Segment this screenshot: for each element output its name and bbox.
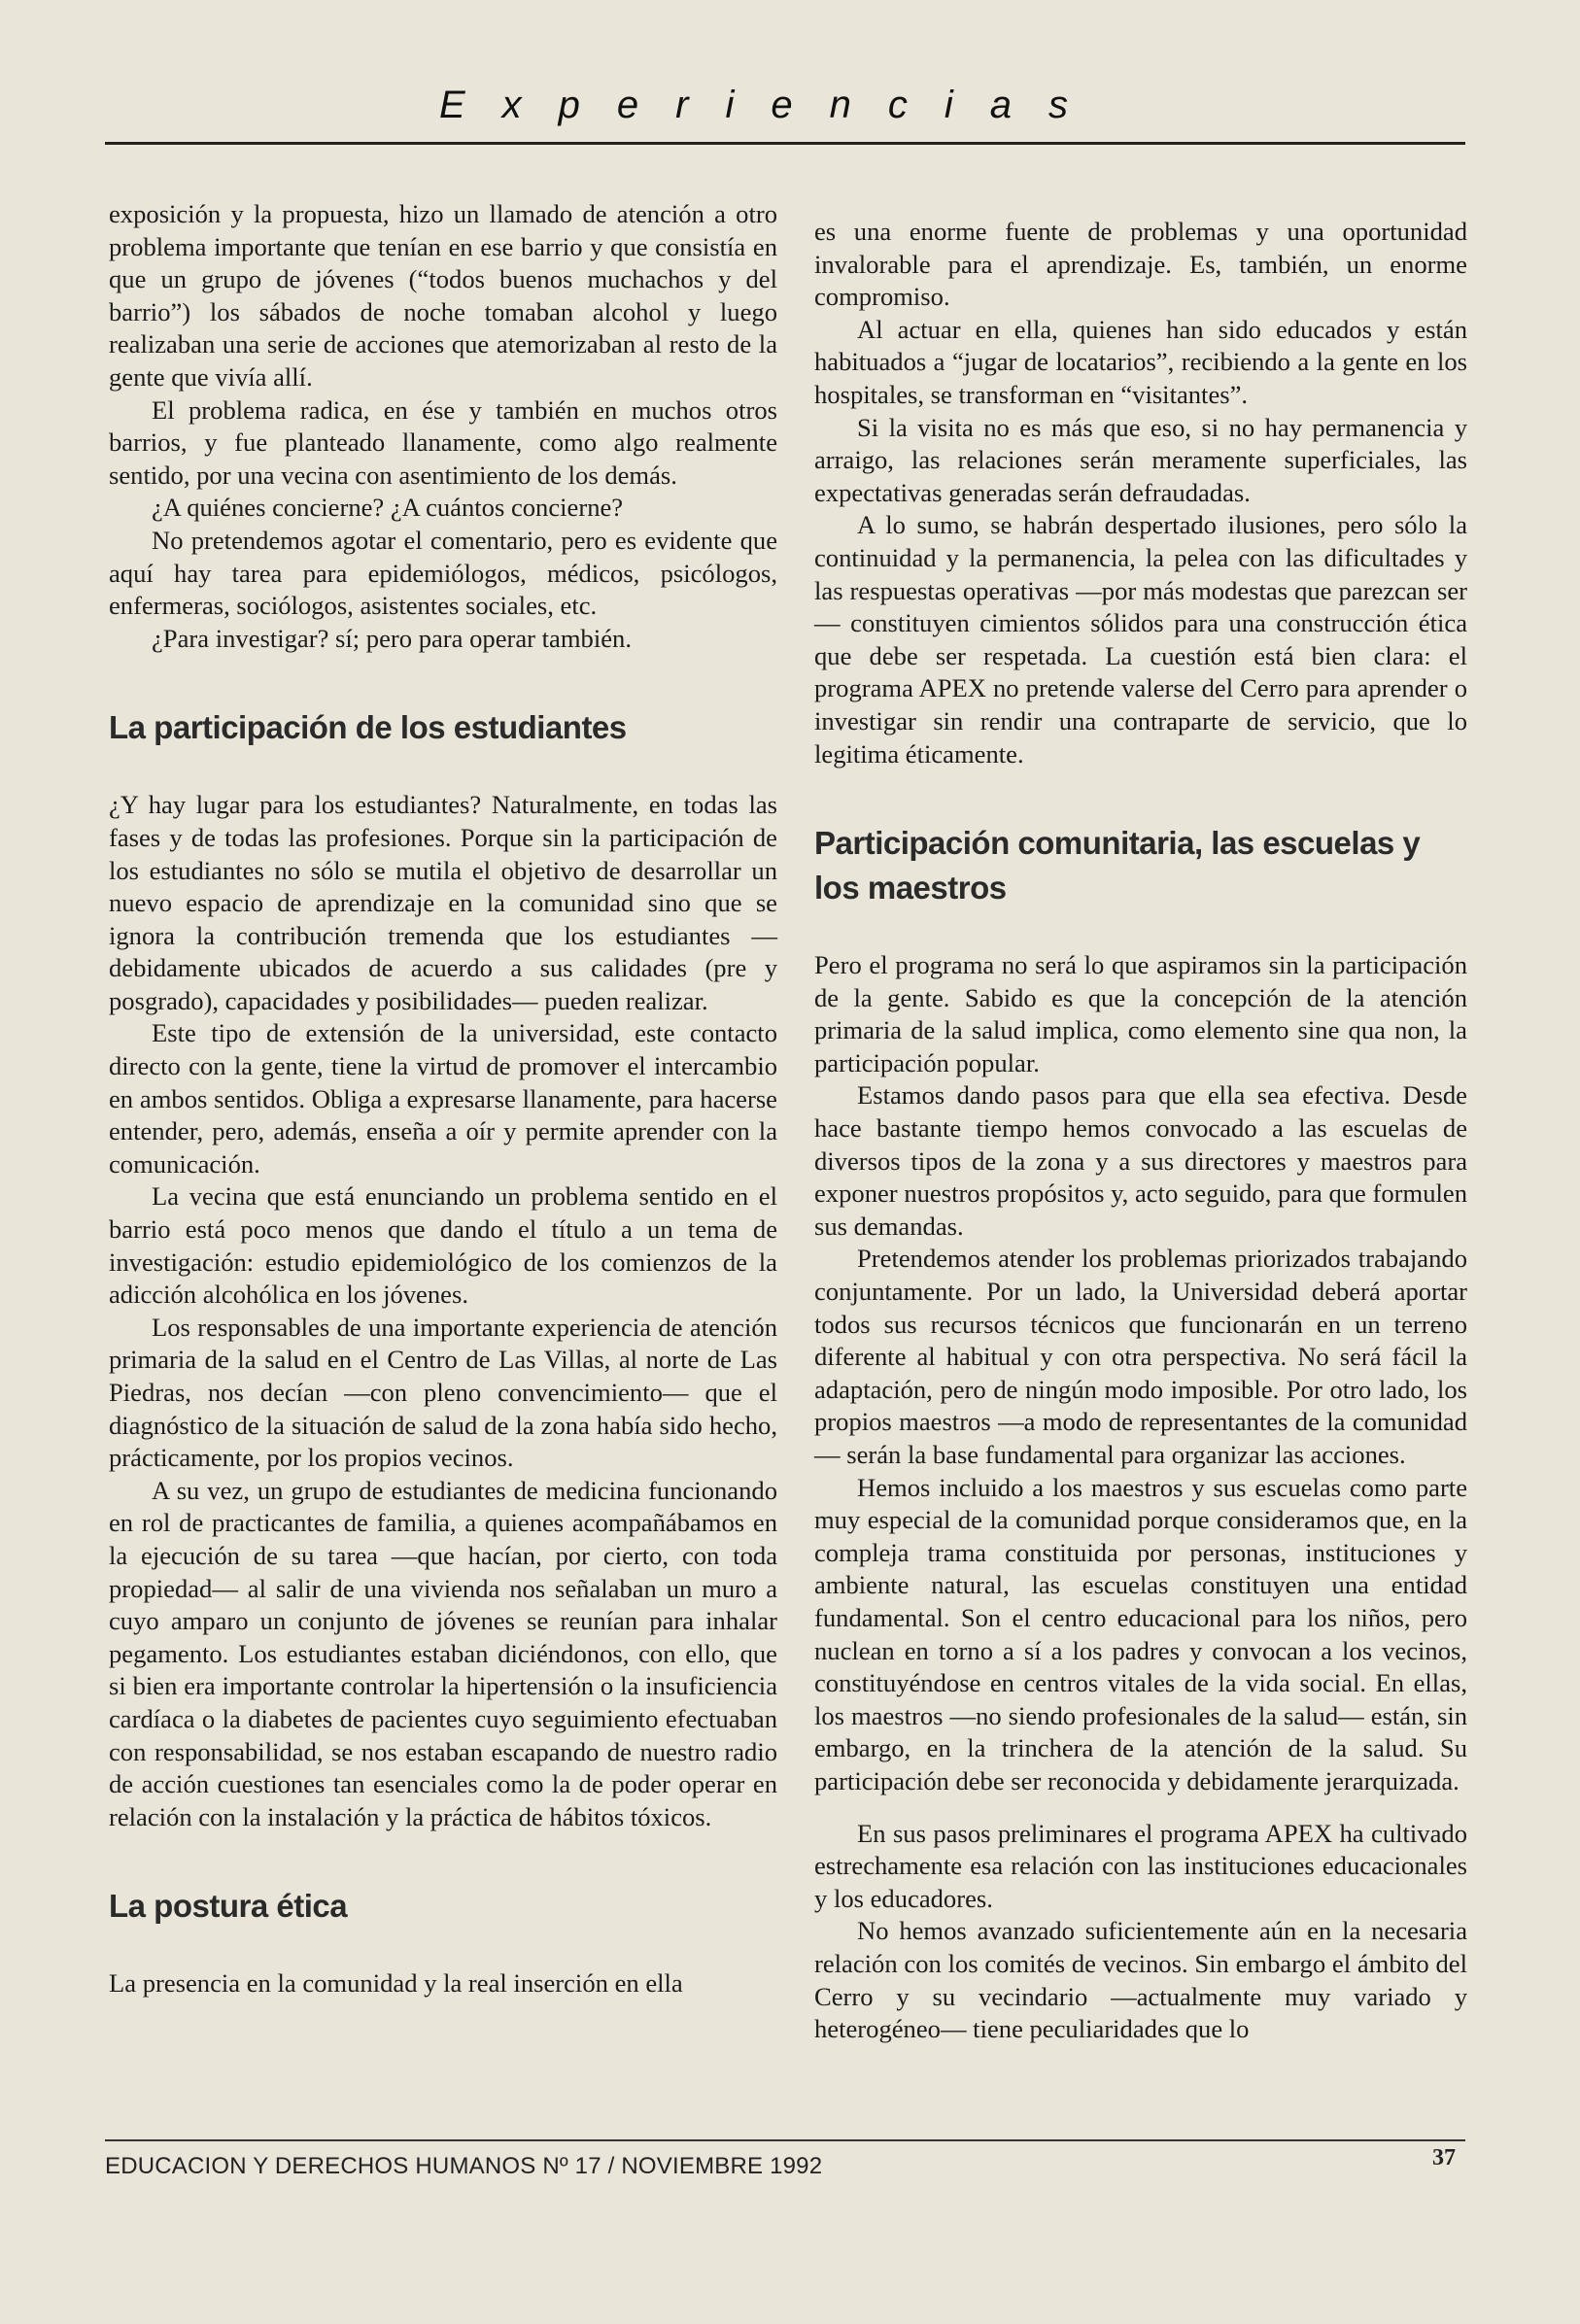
section-heading: La participación de los estudiantes (109, 709, 627, 746)
paragraph: exposición y la propuesta, hizo un llamado de atención a otro problema importante que tenían en ese barrio y que consistía en que un grupo de jóvenes (“todos buenos muchachos y del barrio”) los sábados de noche tomaban alcohol y luego realizaban una serie de acciones que atemorizaban al resto de la gente que vivía allí. (109, 199, 777, 392)
paragraph: ¿Para investigar? sí; pero para operar también. (152, 623, 632, 653)
paragraph: No hemos avanzado suficientemente aún en la necesaria relación con los comités de vecinos. Sin embargo el ámbito del Cerro y su vecindario —actualmente muy variado y heterogéneo— tiene peculiaridades que lo (814, 1916, 1467, 2044)
paragraph: Pretendemos atender los problemas priorizados trabajando conjuntamente. Por un lado, la Universidad deberá aportar todos sus recursos técnicos que funcionarán en un terreno diferente al habitual y con otra perspectiva. No será fácil la adaptación, pero de ningún modo imposible. Por otro lado, los propios maestros —a modo de representantes de la comunidad— serán la base fundamental para organizar las acciones. (814, 1244, 1467, 1469)
paragraph: Si la visita no es más que eso, si no hay permanencia y arraigo, las relaciones serán meramente superficiales, las expectativas generadas serán defraudadas. (814, 412, 1467, 507)
paragraph: Este tipo de extensión de la universidad, este contacto directo con la gente, tiene la virtud de promover el intercambio en ambos sentidos. Obliga a expresarse llanamente, para hacerse entender, pero, además, enseña a oír y permite aprender con la comunicación. (109, 1018, 777, 1179)
paragraph: Los responsables de una importante experiencia de atención primaria de la salud en el Centro de Las Villas, al norte de Las Piedras, nos decían —con pleno convencimiento— que el diagnóstico de la situación de salud de la zona había sido hecho, prácticamente, por los propios vecinos. (109, 1312, 777, 1473)
paragraph: Al actuar en ella, quienes han sido educados y están habituados a “jugar de locatarios”, recibiendo a la gente en los hospitales, se transforman en “visitantes”. (814, 314, 1467, 409)
right-column (814, 216, 1467, 2046)
paragraph-gap (814, 1798, 1467, 1818)
paragraph: El problema radica, en ése y también en muchos otros barrios, y fue planteado llanamente, como algo realmente sentido, por una vecina con asentimiento de los demás. (109, 394, 777, 490)
footer-publication: EDUCACION Y DERECHOS HUMANOS Nº 17 / NOVIEMBRE 1992 (105, 2153, 823, 2179)
paragraph: En sus pasos preliminares el programa APEX ha cultivado estrechamente esa relación con las instituciones educacionales y los educadores. (814, 1818, 1467, 1913)
paragraph: A su vez, un grupo de estudiantes de medicina funcionando en rol de practicantes de familia, a quienes acompañábamos en la ejecución de su tarea —que hacían, por cierto, con toda propiedad— al salir de una vivienda nos señalaban un muro a cuyo amparo un conjunto de jóvenes se reunían para inhalar pegamento. Los estudiantes estaban diciéndonos, con ello, que si bien era importante controlar la hipertensión o la insuficiencia cardíaca o la diabetes de pacientes cuyo seguimiento efectuaban con responsabilidad, se nos estaban escapando de nuestro radio de acción cuestiones tan esenciales como la de poder operar en relación con la instalación y la práctica de hábitos tóxicos. (109, 1475, 777, 1831)
section-heading: Participación comunitaria, las escuelas y los maestros (814, 825, 1421, 906)
paragraph: ¿Y hay lugar para los estudiantes? Naturalmente, en todas las fases y de todas las profesiones. Porque sin la participación de los estudiantes no sólo se mutila el objetivo de desarrollar un nuevo espacio de aprendizaje en la comunidad sino que se ignora la contribución tremenda que los estudiantes —debidamente ubicados de acuerdo a sus calidades (pre y posgrado), capacidades y posibilidades— pueden realizar. (109, 790, 777, 1015)
footer-rule (105, 2139, 1465, 2141)
paragraph: No pretendemos agotar el comentario, pero es evidente que aquí hay tarea para epidemiólogos, médicos, psicólogos, enfermeras, sociólogos, asistentes sociales, etc. (109, 525, 777, 621)
running-head: Experiencias (439, 84, 1106, 126)
paragraph: A lo sumo, se habrán despertado ilusiones, pero sólo la continuidad y la permanencia, la pelea con las dificultades y las respuestas operativas —por más modestas que parezcan ser— constituyen cimientos sólidos para una construcción ética que debe ser respetada. La cuestión está bien clara: el programa APEX no pretende valerse del Cerro para aprender o investigar sin rendir una contraparte de servicio, que lo legitima éticamente. (814, 510, 1467, 769)
section-heading: La postura ética (109, 1888, 348, 1925)
page-number: 37 (1432, 2145, 1456, 2170)
paragraph: Estamos dando pasos para que ella sea efectiva. Desde hace bastante tiempo hemos convocado a las escuelas de diversos tipos de la zona y a sus directores y maestros para exponer nuestros propósitos y, acto seguido, para que formulen sus demandas. (814, 1080, 1467, 1241)
paragraph: Hemos incluido a los maestros y sus escuelas como parte muy especial de la comunidad porque consideramos que, en la compleja trama constituida por personas, instituciones y ambiente natural, las escuelas constituyen una entidad fundamental. Son el centro educacional para los niños, pero nuclean en torno a sí a los padres y convocan a los vecinos, constituyéndose en centros vitales de la vida social. En ellas, los maestros —no siendo profesionales de la salud— están, sin embargo, en la trinchera de la atención de la salud. Su participación debe ser reconocida y debidamente jerarquizada. (814, 1472, 1467, 1795)
paragraph: La presencia en la comunidad y la real inserción en ella (109, 1968, 683, 1999)
paragraph: es una enorme fuente de problemas y una oportunidad invalorable para el aprendizaje. Es, también, un enorme compromiso. (814, 217, 1467, 312)
paragraph: Pero el programa no será lo que aspiramos sin la participación de la gente. Sabido es que la concepción de la atención primaria de la salud implica, como elemento sine qua non, la participación popular. (814, 950, 1467, 1077)
paragraph: ¿A quiénes concierne? ¿A cuántos concierne? (152, 493, 624, 523)
header-rule (105, 142, 1465, 145)
left-column (109, 198, 777, 2000)
paragraph: La vecina que está enunciando un problema sentido en el barrio está poco menos que dando el título a un tema de investigación: estudio epidemiológico de los comienzos de la adicción alcohólica en los jóvenes. (109, 1181, 777, 1310)
